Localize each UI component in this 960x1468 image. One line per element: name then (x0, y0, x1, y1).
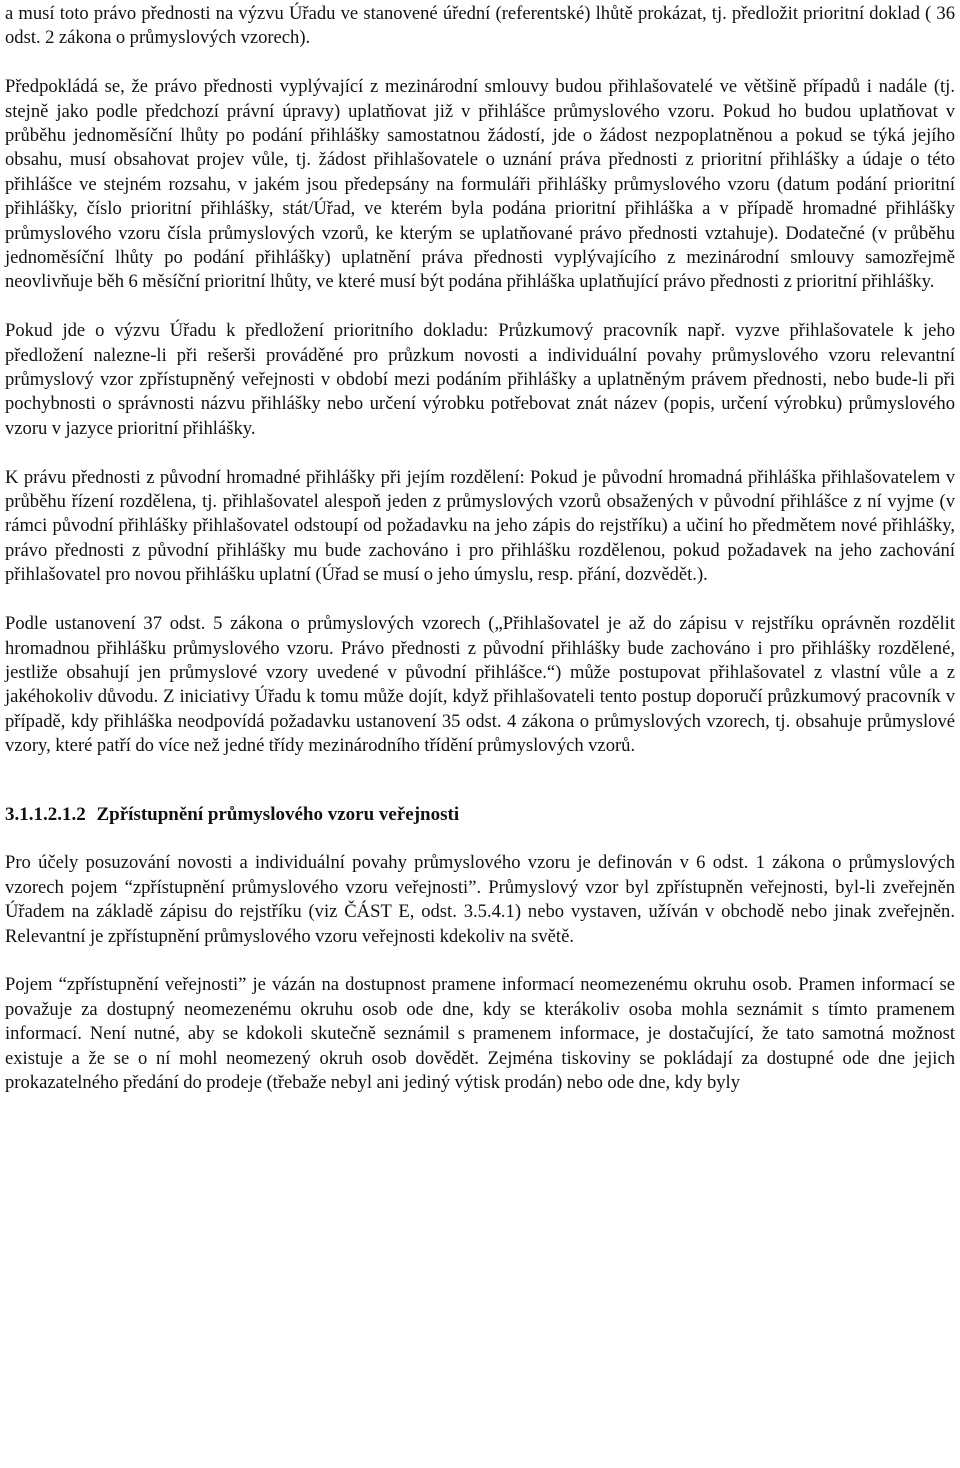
section-heading (5, 803, 955, 827)
paragraph-priority-proof: a musí toto právo přednosti na výzvu Úřadu ve stanovené úřední (referentské) lhůtě prokázat, tj. předložit prioritní doklad ( 36 odst. 2 zákona o průmyslových vzorech). (5, 3, 955, 49)
paragraph-priority-document-request: Pokud jde o výzvu Úřadu k předložení prioritního dokladu: Průzkumový pracovník např. vyzve přihlašovatele k jeho předložení nalezne-li při rešerši prováděné pro průzkum novosti a individuální povahy průmyslového vzoru relevantní průmyslový vzor zpřístupněný veřejnosti v období mezi podáním přihlášky a uplatněným právem přednosti, nebo bude-li při pochybnosti o správnosti názvu přihlášky nebo určení výrobku potřebovat znát název (popis, určení výrobku) průmyslového vzoru v jazyce prioritní přihlášky. (5, 320, 955, 439)
paragraph-section-37: Podle ustanovení 37 odst. 5 zákona o průmyslových vzorech („Přihlašovatel je až do zápisu v rejstříku oprávněn rozdělit hromadnou přihlášku průmyslového vzoru. Právo přednosti z původní přihlášky bude zachováno i pro přihlášky rozdělené, jestliže obsahují jen průmyslové vzory uvedené v původní přihlášce.“) může postupovat přihlašovatel z vlastní vůle a z jakéhokoliv důvodu. Z iniciativy Úřadu k tomu může dojít, když přihlašovateli tento postup doporučí průzkumový pracovník v případě, kdy přihláška neodpovídá požadavku ustanovení 35 odst. 4 zákona o průmyslových vzorech, tj. obsahuje průmyslové vzory, které patří do více než jedné třídy mezinárodního třídění průmyslových vzorů. (5, 613, 955, 757)
paragraph-public-availability: Pojem “zpřístupnění veřejnosti” je vázán na dostupnost pramene informací neomezenému okruhu osob. Pramen informací se považuje za dostupný neomezenému okruhu osob ode dne, kdy se kterákoliv osoba mohla seznámit s tímto pramenem informací. Není nutné, aby se kdokoli skutečně seznámil s pramenem informace, je dostačující, že tato samotná možnost existuje a že se o ní mohl neomezený okruh osob dovědět. Zejména tiskoviny se pokládají za dostupné ode dne jejich prokazatelného předání do prodeje (třebaže nebyl ani jediný výtisk prodán) nebo ode dne, kdy byly (5, 974, 955, 1093)
section-title: Zpřístupnění průmyslového vzoru veřejnosti (96, 803, 460, 825)
paragraph-disclosure-definition: Pro účely posuzování novosti a individuální povahy průmyslového vzoru je definován v 6 odst. 1 zákona o průmyslových vzorech pojem “zpřístupnění průmyslového vzoru veřejnosti”. Průmyslový vzor byl zpřístupněn veřejnosti, byl-li zveřejněn Úřadem na základě zápisu do rejstříku (viz ČÁST E, odst. 3.5.4.1) nebo vystaven, užíván v obchodě nebo jinak zveřejněn. Relevantní je zpřístupnění průmyslového vzoru veřejnosti kdekoliv na světě. (5, 852, 955, 947)
section-number: 3.1.1.2.1.2 (5, 803, 86, 825)
paragraph-divided-application: K právu přednosti z původní hromadné přihlášky při jejím rozdělení: Pokud je původní hromadná přihláška přihlašovatelem v průběhu řízení rozdělena, tj. přihlašovatel alespoň jeden z průmyslových vzorů obsažených v původní přihlášce z ní vyjme (v rámci původní přihlášky přihlašovatel odstoupí od požadavku na jeho zápis do rejstříku) a učiní ho předmětem nové přihlášky, právo přednosti z původní přihlášky mu bude zachováno i pro přihlášku rozdělenou, pokud požadavek na jeho zachování přihlašovatel pro novou přihlášku uplatní (Úřad se musí o jeho úmyslu, resp. přání, dozvědět.). (5, 466, 955, 586)
paragraph-priority-claim: Předpokládá se, že právo přednosti vyplývající z mezinárodní smlouvy budou přihlašovatelé ve většině případů i nadále (tj. stejně jako podle předchozí právní úpravy) uplatňovat již v přihlášce průmyslového vzoru. Pokud ho budou uplatňovat v průběhu jednoměsíční lhůty po podání přihlášky samostatnou žádostí, jde o žádost nezpoplatněnou a pokud se týká jejího obsahu, musí obsahovat projev vůle, tj. žádost přihlašovatele o uznání práva přednosti z prioritní přihlášky a údaje o této přihlášce ve stejném rozsahu, v jakém jsou předepsány na formuláři přihlášky průmyslového vzoru (datum podání prioritní přihlášky, číslo prioritní přihlášky, stát/Úřad, ve kterém byla podána prioritní přihláška a v případě hromadné přihlášky průmyslového vzoru čísla průmyslových vzorů, ke kterým se uplatňované právo přednosti vztahuje). Dodatečné (v průběhu jednoměsíční lhůty po podání přihlášky) uplatnění práva přednosti vyplývajícího z mezinárodní smlouvy samozřejmě neovlivňuje běh 6 měsíční prioritní lhůty, ve které musí být podána přihláška uplatňující právo přednosti z prioritní přihlášky. (5, 76, 955, 293)
